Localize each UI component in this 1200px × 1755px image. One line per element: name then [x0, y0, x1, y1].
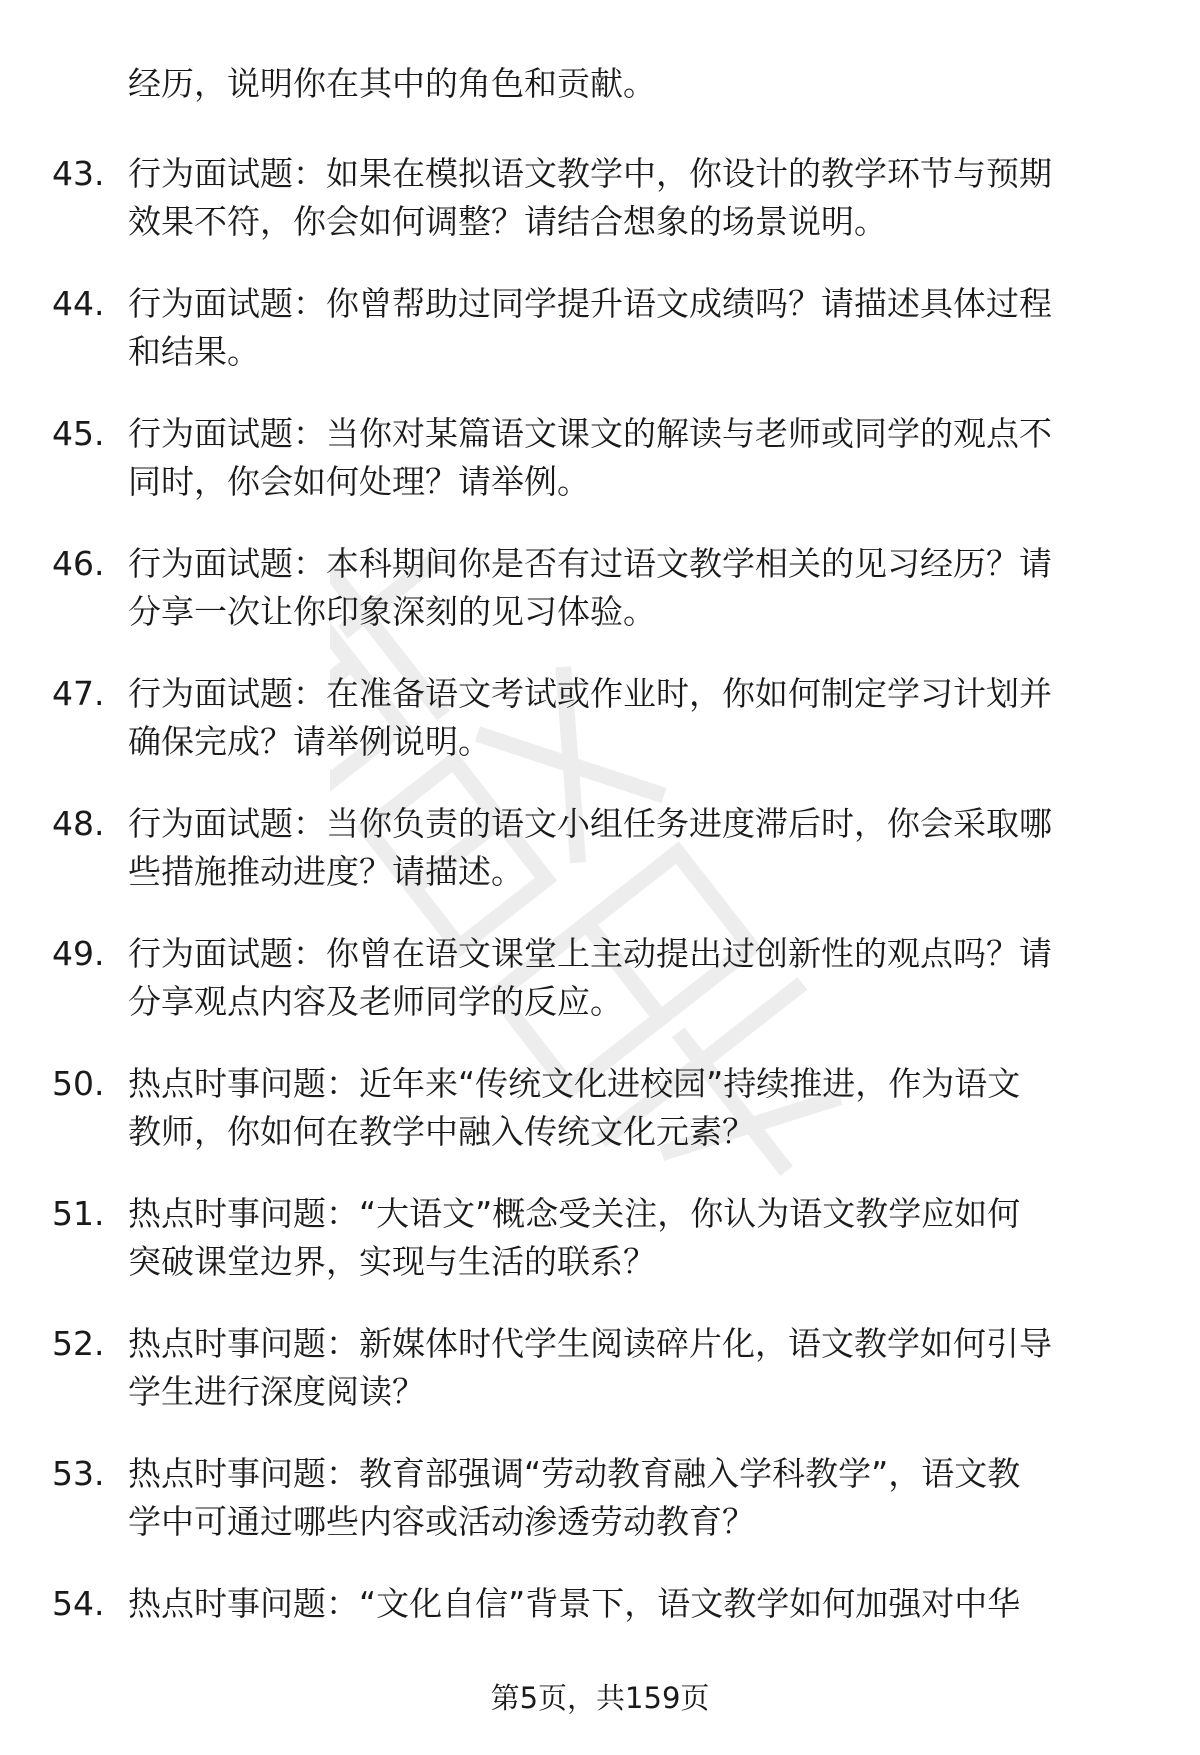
question-text-line: 教师，你如何在教学中融入传统文化元素？: [128, 1112, 755, 1151]
question-number: 48.: [52, 804, 105, 843]
question-text-line: 热点时事问题：“文化自信”背景下，语文教学如何加强对中华: [128, 1584, 1021, 1623]
question-text: [128, 540, 1138, 636]
question-item: [0, 930, 1200, 1060]
question-item: [0, 1450, 1200, 1580]
question-text-line: 确保完成？请举例说明。: [128, 722, 491, 761]
question-number: 53.: [52, 1454, 105, 1493]
question-text-line: 行为面试题：本科期间你是否有过语文教学相关的见习经历？请: [128, 544, 1052, 583]
question-number: 51.: [52, 1194, 105, 1233]
question-item: [0, 280, 1200, 410]
question-item: [0, 1320, 1200, 1450]
question-text: [128, 150, 1138, 246]
question-text-line: 学生进行深度阅读？: [128, 1372, 425, 1411]
question-text: [128, 800, 1138, 896]
question-item: [0, 800, 1200, 930]
question-text: [128, 410, 1138, 506]
question-item: [0, 1060, 1200, 1190]
question-text: [128, 1450, 1138, 1546]
question-text-line: 些措施推动进度？请描述。: [128, 852, 524, 891]
question-item: [0, 670, 1200, 800]
question-text-line: 同时，你会如何处理？请举例。: [128, 462, 590, 501]
continued-question-text: 经历，说明你在其中的角色和贡献。: [128, 64, 656, 103]
question-number: 45.: [52, 414, 105, 453]
question-text: [128, 1190, 1138, 1286]
question-text: [128, 280, 1138, 376]
question-number: 46.: [52, 544, 105, 583]
question-number: 47.: [52, 674, 105, 713]
question-number: 43.: [52, 154, 105, 193]
question-list: [0, 150, 1200, 1710]
question-text-line: 行为面试题：当你对某篇语文课文的解读与老师或同学的观点不: [128, 414, 1052, 453]
question-text-line: 行为面试题：当你负责的语文小组任务进度滞后时，你会采取哪: [128, 804, 1052, 843]
question-number: 44.: [52, 284, 105, 323]
question-text-line: 行为面试题：你曾在语文课堂上主动提出过创新性的观点吗？请: [128, 934, 1052, 973]
question-text-line: 学中可通过哪些内容或活动渗透劳动教育？: [128, 1502, 755, 1541]
question-text: [128, 1580, 1138, 1628]
question-text-line: 热点时事问题：“大语文”概念受关注，你认为语文教学应如何: [128, 1194, 1021, 1233]
question-text: [128, 1060, 1138, 1156]
question-item: [0, 150, 1200, 280]
question-text-line: 热点时事问题：新媒体时代学生阅读碎片化，语文教学如何引导: [128, 1324, 1052, 1363]
question-text-line: 和结果。: [128, 332, 260, 371]
question-text-line: 突破课堂边界，实现与生活的联系？: [128, 1242, 656, 1281]
question-text-line: 热点时事问题：教育部强调“劳动教育融入学科教学”，语文教: [128, 1454, 1021, 1493]
question-number: 54.: [52, 1584, 105, 1623]
question-number: 52.: [52, 1324, 105, 1363]
question-number: 50.: [52, 1064, 105, 1103]
question-number: 49.: [52, 934, 105, 973]
question-text-line: 分享观点内容及老师同学的反应。: [128, 982, 623, 1021]
question-text-line: 行为面试题：你曾帮助过同学提升语文成绩吗？请描述具体过程: [128, 284, 1052, 323]
page-number-footer: 第5页，共159页: [490, 1681, 710, 1715]
question-text: [128, 670, 1138, 766]
question-text-line: 行为面试题：在准备语文考试或作业时，你如何制定学习计划并: [128, 674, 1052, 713]
question-text: [128, 930, 1138, 1026]
question-item: [0, 1190, 1200, 1320]
question-text-line: 分享一次让你印象深刻的见习体验。: [128, 592, 656, 631]
question-item: [0, 540, 1200, 670]
question-item: [0, 410, 1200, 540]
question-text: [128, 1320, 1138, 1416]
question-text-line: 效果不符，你会如何调整？请结合想象的场景说明。: [128, 202, 887, 241]
question-text-line: 行为面试题：如果在模拟语文教学中，你设计的教学环节与预期: [128, 154, 1052, 193]
question-text-line: 热点时事问题：近年来“传统文化进校园”持续推进，作为语文: [128, 1064, 1021, 1103]
